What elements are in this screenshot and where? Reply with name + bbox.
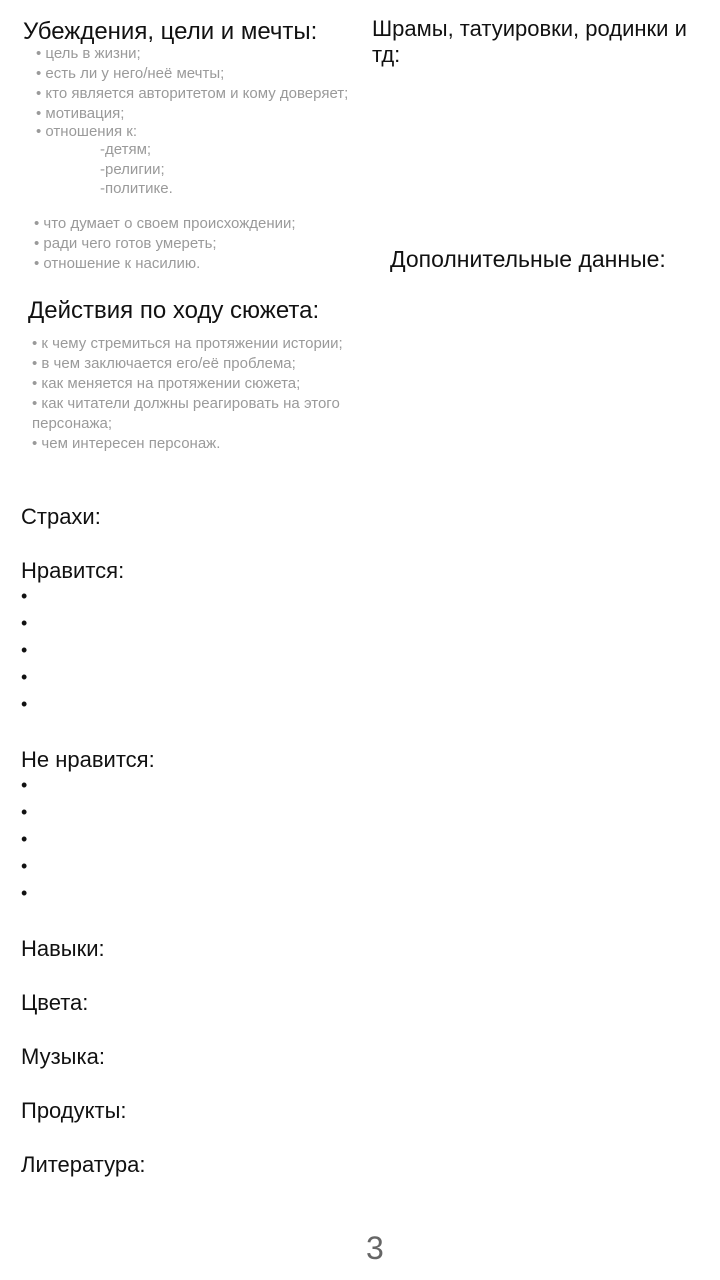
scars-title: Шрамы, татуировки, родинки и тд: [372,16,687,67]
hint-item: • что думает о своем происхождении; [34,215,296,232]
beliefs-hint-list-2 [34,214,364,274]
list-item: • [21,613,28,633]
actions-hint-list [32,334,352,454]
dislikes-bullet-list [21,772,27,907]
hint-sub-item: -детям; [100,141,152,158]
hint-item: • чем интересен персонаж. [32,435,221,452]
hint-sub-item: -политике. [100,180,173,197]
list-item: • [21,694,28,714]
beliefs-title: Убеждения, цели и мечты: [23,18,318,45]
hint-item: • есть ли у него/неё мечты; [36,65,225,82]
skills-label: Навыки: [21,936,105,961]
list-item: • [21,586,28,606]
literature-label: Литература: [21,1152,146,1177]
list-item: • [21,829,28,849]
extra-data-title: Дополнительные данные: [390,246,666,272]
page-number: 3 [366,1230,384,1266]
list-item: • [21,883,28,903]
hint-item: • отношения к: [36,123,137,140]
list-item: • [21,775,28,795]
hint-item: • в чем заключается его/её проблема; [32,355,296,372]
likes-bullet-list [21,583,27,718]
likes-label: Нравится: [21,558,125,583]
list-item: • [21,856,28,876]
hint-sub-item: -религии; [100,161,165,178]
hint-item: • ради чего готов умереть; [34,235,217,252]
hint-item: • отношение к насилию. [34,255,201,272]
fears-label: Страхи: [21,504,101,529]
beliefs-hint-list [36,44,356,198]
hint-item: • к чему стремиться на протяжении истории; [32,335,343,352]
actions-title: Действия по ходу сюжета: [28,297,320,324]
list-item: • [21,667,28,687]
hint-item: • кто является авторитетом и кому доверяет; [36,85,349,102]
hint-item: • мотивация; [36,105,125,122]
hint-item: • цель в жизни; [36,45,141,62]
list-item: • [21,802,28,822]
hint-item: • как читатели должны реагировать на этого персонажа; [32,395,340,432]
colors-label: Цвета: [21,990,89,1015]
hint-item: • как меняется на протяжении сюжета; [32,375,301,392]
music-label: Музыка: [21,1044,105,1069]
dislikes-label: Не нравится: [21,747,155,772]
food-label: Продукты: [21,1098,127,1123]
list-item: • [21,640,28,660]
